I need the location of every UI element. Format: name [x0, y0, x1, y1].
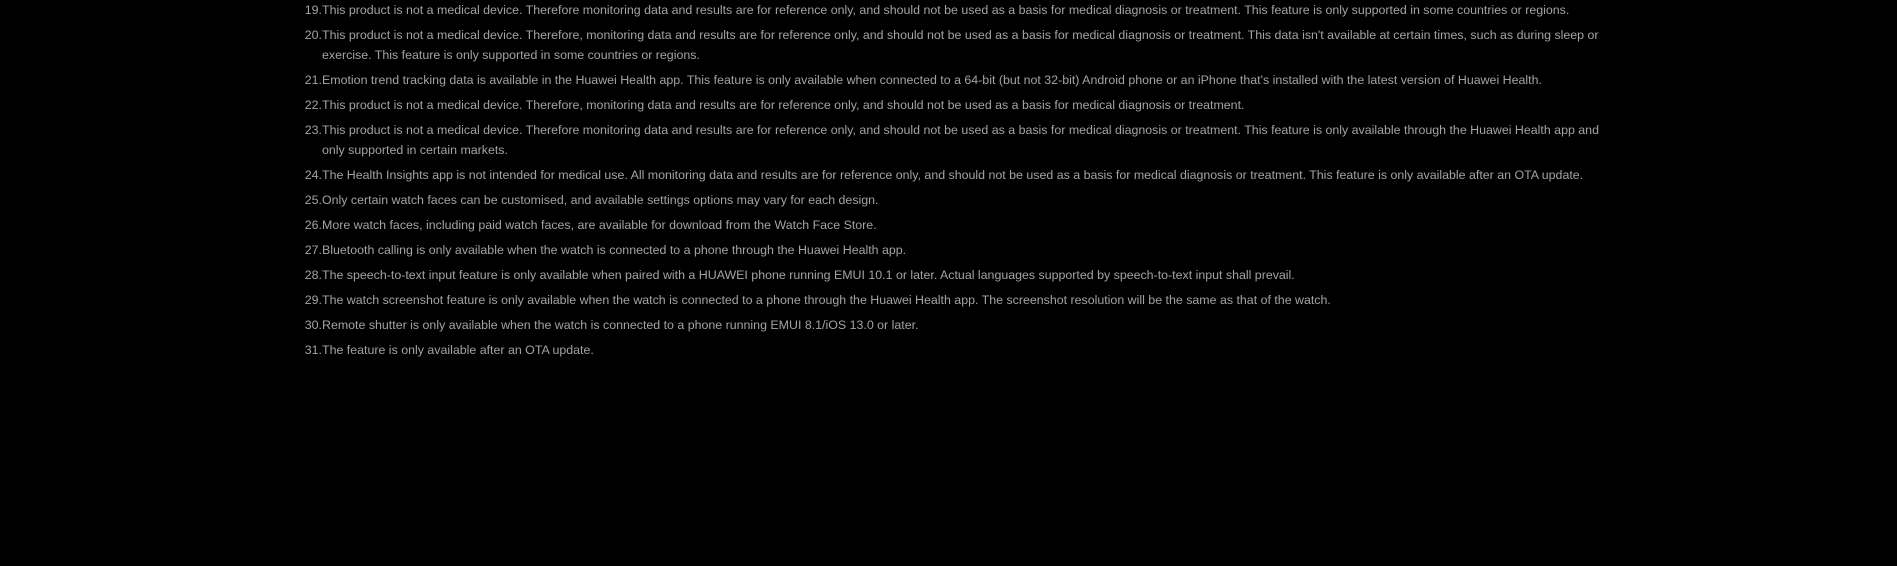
footnote-21 — [299, 70, 1599, 90]
footnote-text: This product is not a medical device. Therefore monitoring data and results are for reference only, and should not be used as a basis for medical diagnosis or treatment. This feature is only available through the Huawei Health app and only supported in certain markets. — [322, 123, 1599, 157]
footnote-text: More watch faces, including paid watch faces, are available for download from the Watch Face Store. — [322, 218, 877, 232]
footnote-number: 25. — [304, 193, 322, 207]
footnote-text: The speech-to-text input feature is only available when paired with a HUAWEI phone running EMUI 10.1 or later. Actual languages supported by speech-to-text input shall prevail. — [322, 268, 1295, 282]
footnote-number: 31. — [304, 343, 322, 357]
footnote-31 — [299, 340, 1599, 360]
footnotes-list — [299, 0, 1599, 365]
footnote-25 — [299, 190, 1599, 210]
footnote-text: Remote shutter is only available when the watch is connected to a phone running EMUI 8.1/iOS 13.0 or later. — [322, 318, 919, 332]
footnote-number: 24. — [304, 168, 322, 182]
footnote-text: This product is not a medical device. Therefore, monitoring data and results are for reference only, and should not be used as a basis for medical diagnosis or treatment. — [322, 98, 1245, 112]
footnote-number: 28. — [304, 268, 322, 282]
footnote-number: 26. — [304, 218, 322, 232]
footnote-27 — [299, 240, 1599, 260]
footnote-22 — [299, 95, 1599, 115]
footnote-number: 21. — [304, 73, 322, 87]
footnote-number: 27. — [304, 243, 322, 257]
footnote-text: This product is not a medical device. Therefore, monitoring data and results are for reference only, and should not be used as a basis for medical diagnosis or treatment. This data isn't available at certain times, such as during sleep or exercise. This feature is only supported in some countries or regions. — [322, 28, 1599, 62]
footnote-text: The Health Insights app is not intended for medical use. All monitoring data and results are for reference only, and should not be used as a basis for medical diagnosis or treatment. This feature is only available after an OTA update. — [322, 168, 1584, 182]
footnote-text: Bluetooth calling is only available when the watch is connected to a phone through the Huawei Health app. — [322, 243, 907, 257]
footnote-text: The feature is only available after an OTA update. — [322, 343, 594, 357]
footnote-24 — [299, 165, 1599, 185]
footnote-number: 20. — [304, 28, 322, 42]
footnote-28 — [299, 265, 1599, 285]
footnote-text: Only certain watch faces can be customised, and available settings options may vary for each design. — [322, 193, 879, 207]
footnote-text: Emotion trend tracking data is available in the Huawei Health app. This feature is only available when connected to a 64-bit (but not 32-bit) Android phone or an iPhone that's installed with the latest version of Huawei Health. — [322, 73, 1542, 87]
footnote-number: 29. — [304, 293, 322, 307]
footnote-26 — [299, 215, 1599, 235]
footnote-23 — [299, 120, 1599, 160]
footnote-number: 30. — [304, 318, 322, 332]
footnote-number: 23. — [304, 123, 322, 137]
footnote-20 — [299, 25, 1599, 65]
footnote-text: The watch screenshot feature is only available when the watch is connected to a phone through the Huawei Health app. The screenshot resolution will be the same as that of the watch. — [322, 293, 1331, 307]
footnote-29 — [299, 290, 1599, 310]
footnote-number: 22. — [304, 98, 322, 112]
footnote-number: 19. — [304, 3, 322, 17]
footnote-30 — [299, 315, 1599, 335]
footnote-19 — [299, 0, 1599, 20]
footnote-text: This product is not a medical device. Therefore monitoring data and results are for reference only, and should not be used as a basis for medical diagnosis or treatment. This feature is only supported in some countries or regions. — [322, 3, 1570, 17]
